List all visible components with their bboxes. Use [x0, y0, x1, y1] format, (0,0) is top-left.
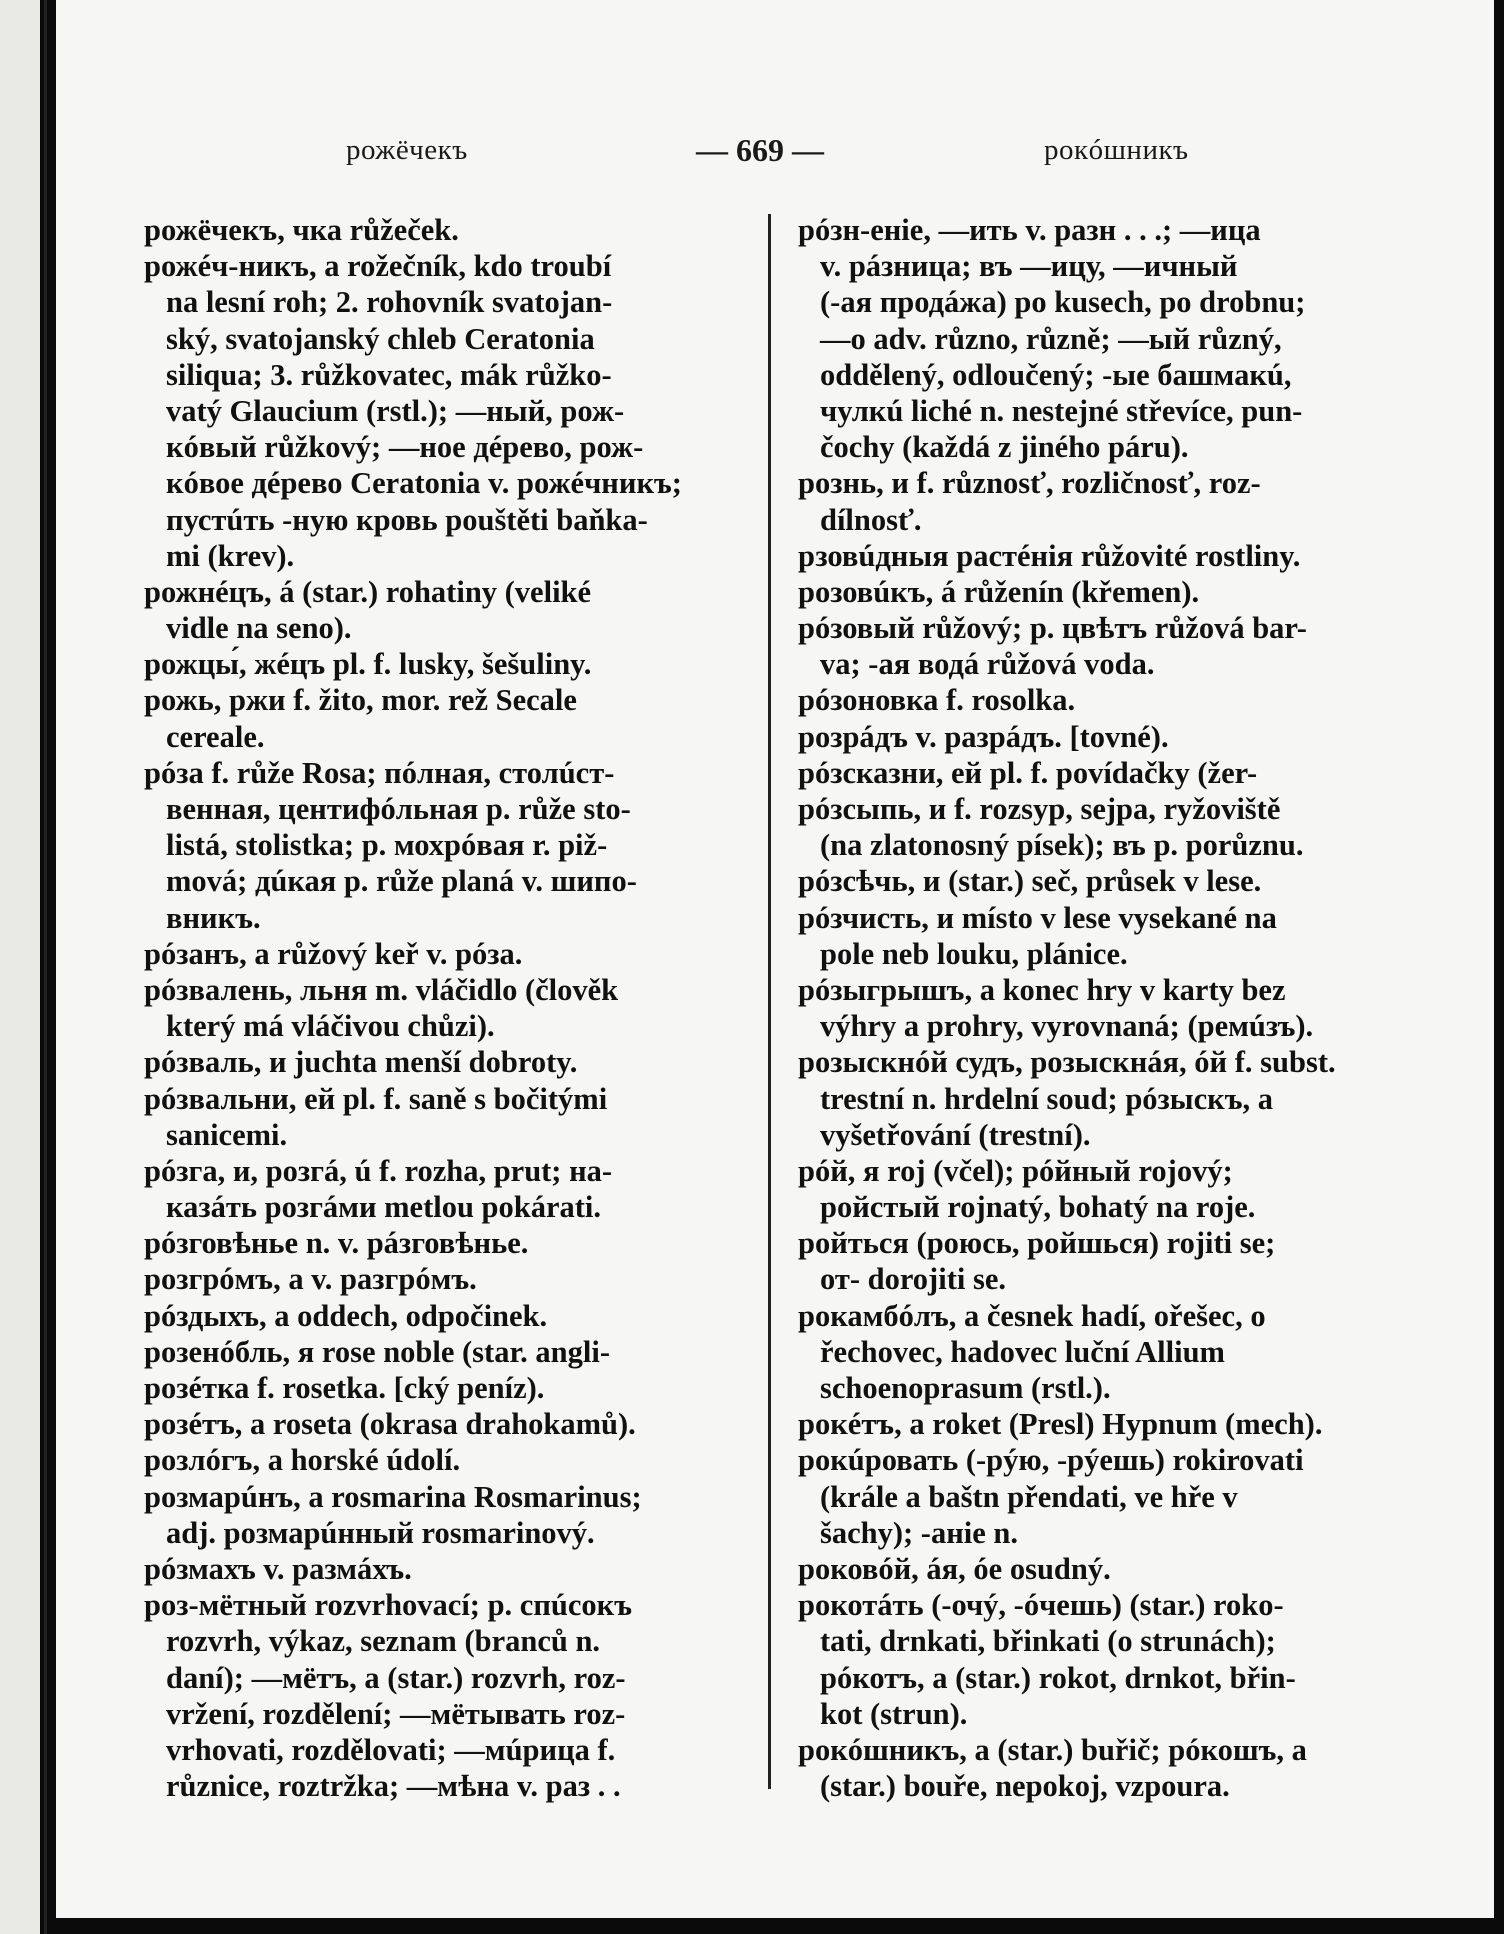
- entry-line: розéтъ, a roseta (okrasa drahokamů).: [144, 1407, 636, 1442]
- entry-line: рóзваль, и juchta menší dobroty.: [144, 1045, 578, 1080]
- header-right-guideword: рокóшникъ: [1044, 134, 1189, 166]
- entry-line: čochy (každá z jiného páru).: [820, 430, 1189, 465]
- entry-line: рóздыхъ, a oddech, odpočinek.: [144, 1298, 548, 1333]
- entry-line: listá, stolistka; р. мохрóвая r. piž-: [166, 828, 608, 863]
- entry-line: рожь, ржи f. žito, mor. rež Secale: [144, 683, 577, 718]
- entry-line: va; -ая водá růžová voda.: [820, 647, 1155, 682]
- entry-line: рокúровать (-рýю, -рýешь) rokirovati: [798, 1443, 1304, 1478]
- entry-line: рóзчисть, и místo v lese vysekané na: [798, 900, 1277, 935]
- entry-line: роз-мётный rozvrhovací; р. спúсокъ: [144, 1588, 632, 1623]
- entry-line: рожцы́, жéцъ pl. f. lusky, šešuliny.: [144, 647, 592, 682]
- entry-line: рожнéцъ, á (star.) rohatiny (veliké: [144, 574, 592, 609]
- entry-line: рóзанъ, a růžový keř v. рóза.: [144, 936, 523, 971]
- entry-line: пустúть -ную кровь pouštěti baňka-: [166, 502, 648, 537]
- entry-line: různice, roztržka; —мѣна v. раз . .: [166, 1769, 621, 1804]
- entry-line: розрáдъ v. разрáдъ. [tovné).: [798, 719, 1169, 754]
- entry-line: розмарúнъ, a rosmarina Rosmarinus;: [144, 1479, 642, 1514]
- entry-line: dílnosť.: [820, 502, 922, 537]
- entry-line: рóзвалень, льня m. vláčidlo (člověk: [144, 972, 619, 1007]
- entry-line: cereale.: [166, 719, 265, 754]
- page-gutter-line: [44, 0, 47, 1934]
- entry-line: рóй, я roj (včel); рóйный rojový;: [798, 1153, 1233, 1188]
- entry-line: vatý Glaucium (rstl.); —ный, рож-: [166, 393, 625, 428]
- header-left-guideword: рожёчекъ: [346, 134, 468, 166]
- entry-line: vržení, rozdělení; —мётывать roz-: [166, 1696, 626, 1731]
- entry-line: рóзга, и, розгá, ú f. rozha, prut; на-: [144, 1153, 613, 1188]
- entry-line: рознь, и f. různosť, rozličnosť, roz-: [798, 466, 1261, 501]
- entry-line: mi (krev).: [166, 538, 295, 573]
- entry-line: рóзн-еніе, —ить v. разн . . .; —ица: [798, 213, 1261, 247]
- entry-line: kot (strun).: [820, 1696, 968, 1731]
- entry-line: розéтка f. rosetka. [cký peníz).: [144, 1371, 545, 1405]
- entry-line: рóзовый růžový; р. цвѣтъ růžová bar-: [798, 611, 1307, 646]
- entry-line: schoenoprasum (rstl.).: [820, 1371, 1111, 1405]
- entry-line: розлóгъ, a horské údolí.: [144, 1443, 461, 1478]
- entry-line: rozvrh, výkaz, seznam (branců n.: [166, 1624, 601, 1659]
- entry-line: který má vláčivou chůzi).: [166, 1009, 495, 1044]
- entry-line: рóзсѣчь, и (star.) seč, průsek v lese.: [798, 864, 1262, 899]
- entry-line: чулкú liché n. nestejné střevíce, pun-: [820, 393, 1303, 428]
- entry-line: рóзоновка f. rosolka.: [798, 683, 1076, 718]
- entry-line: adj. розмарúнный rosmarinový.: [166, 1515, 595, 1550]
- entry-line: oddělený, odloučený; -ые башмакú,: [820, 357, 1292, 392]
- entry-line: рокотáть (-очý, -óчешь) (star.) roko-: [798, 1588, 1284, 1623]
- entry-line: рзовúдныя растéнія růžovité rostliny.: [798, 538, 1301, 573]
- entry-line: vyšetřování (trestní).: [820, 1117, 1091, 1152]
- entry-line: daní); —мётъ, a (star.) rozvrh, roz-: [166, 1660, 626, 1695]
- entry-line: (-ая продáжа) po kusech, po drobnu;: [820, 285, 1306, 320]
- entry-line: розенóбль, я rose noble (star. angli-: [144, 1334, 611, 1369]
- entry-line: pole neb louku, plánice.: [820, 936, 1128, 971]
- entry-line: na lesní roh; 2. rohovník svatojan-: [166, 285, 613, 320]
- entry-line: v. рáзница; въ —ицу, —ичный: [820, 249, 1238, 284]
- entry-line: siliqua; 3. růžkovatec, mák růžko-: [166, 357, 612, 392]
- entry-line: вникъ.: [166, 900, 261, 935]
- entry-line: роковóй, áя, óе osudný.: [798, 1551, 1111, 1586]
- entry-line: рóза f. růže Rosa; пóлная, столúст-: [144, 755, 615, 790]
- entry-line: розыскнóй судъ, розыскнáя, óй f. subst.: [798, 1045, 1336, 1080]
- running-head: [56, 134, 1494, 174]
- entry-line: trestní n. hrdelní soud; рóзыскъ, a: [820, 1081, 1274, 1116]
- previous-page-edge: [0, 0, 40, 1934]
- entry-line: vrhovati, rozdělovati; —мúрица f.: [166, 1732, 616, 1767]
- entry-line: рожёчекъ, чка růžeček.: [144, 213, 459, 247]
- entry-line: кóвый růžkový; —ное дéрево, рож-: [166, 430, 644, 465]
- entry-line: sanicemi.: [166, 1117, 288, 1152]
- entry-line: (na zlatonosný písek); въ р. porůznu.: [820, 828, 1304, 863]
- column-rule: [768, 214, 771, 1789]
- entry-line: řechovec, hadovec luční Allium: [820, 1334, 1225, 1369]
- entry-line: vidle na seno).: [166, 611, 352, 646]
- entry-line: рóзсказни, ей pl. f. povídačky (žer-: [798, 755, 1258, 790]
- entry-line: mová; дúкая р. růže planá v. шипо-: [166, 864, 637, 899]
- left-column: [144, 212, 744, 1804]
- entry-line: рокéтъ, a roket (Presl) Hypnum (mech).: [798, 1407, 1323, 1442]
- page-number: — 669 —: [696, 132, 824, 168]
- entry-line: (star.) bouře, nepokoj, vzpoura.: [820, 1769, 1230, 1804]
- entry-line: výhry a prohry, vyrovnaná; (ремúзъ).: [820, 1009, 1314, 1044]
- entry-line: рокóшникъ, a (star.) buřič; рóкошъ, a: [798, 1732, 1307, 1767]
- entry-line: (krále a baštn přendati, ve hře v: [820, 1479, 1238, 1514]
- entry-line: рóкотъ, a (star.) rokot, drnkot, břin-: [820, 1660, 1296, 1695]
- entry-line: от- dorojiti se.: [820, 1262, 1006, 1297]
- entry-line: венная, центифóльная р. růže sto-: [166, 792, 631, 826]
- entry-line: рóзыгрышъ, a konec hry v karty bez: [798, 972, 1286, 1007]
- entry-line: рокамбóлъ, a česnek hadí, ořešec, o: [798, 1298, 1266, 1333]
- entry-line: —о adv. různo, různě; —ый různý,: [820, 321, 1282, 356]
- entry-line: ský, svatojanský chleb Ceratonia: [166, 321, 595, 356]
- entry-line: рóзмахъ v. размáхъ.: [144, 1551, 412, 1586]
- entry-line: рожéч-никъ, a rožečník, kdo troubí: [144, 249, 612, 284]
- entry-line: ройться (роюсь, ройшься) rojiti se;: [798, 1226, 1276, 1261]
- entry-line: ройстый rojnatý, bohatý na roje.: [820, 1190, 1256, 1225]
- entry-line: рóзвальни, ей pl. f. saně s bočitými: [144, 1081, 608, 1116]
- entry-line: розовúкъ, á růženín (křemen).: [798, 574, 1200, 609]
- right-column: [798, 212, 1458, 1804]
- entry-line: казáть розгáми metlou pokárati.: [166, 1190, 602, 1225]
- dictionary-page: [56, 0, 1494, 1918]
- entry-line: tati, drnkati, břinkati (o strunách);: [820, 1624, 1276, 1659]
- entry-line: рóзсыпь, и f. rozsyp, sejpa, ryžoviště: [798, 792, 1281, 826]
- entry-line: розгрóмъ, a v. разгрóмъ.: [144, 1262, 477, 1297]
- entry-line: кóвое дéрево Ceratonia v. рожéчникъ;: [166, 466, 682, 501]
- entry-line: рóзговѣнье n. v. рáзговѣнье.: [144, 1226, 529, 1261]
- entry-line: šachy); -аніе n.: [820, 1515, 1019, 1550]
